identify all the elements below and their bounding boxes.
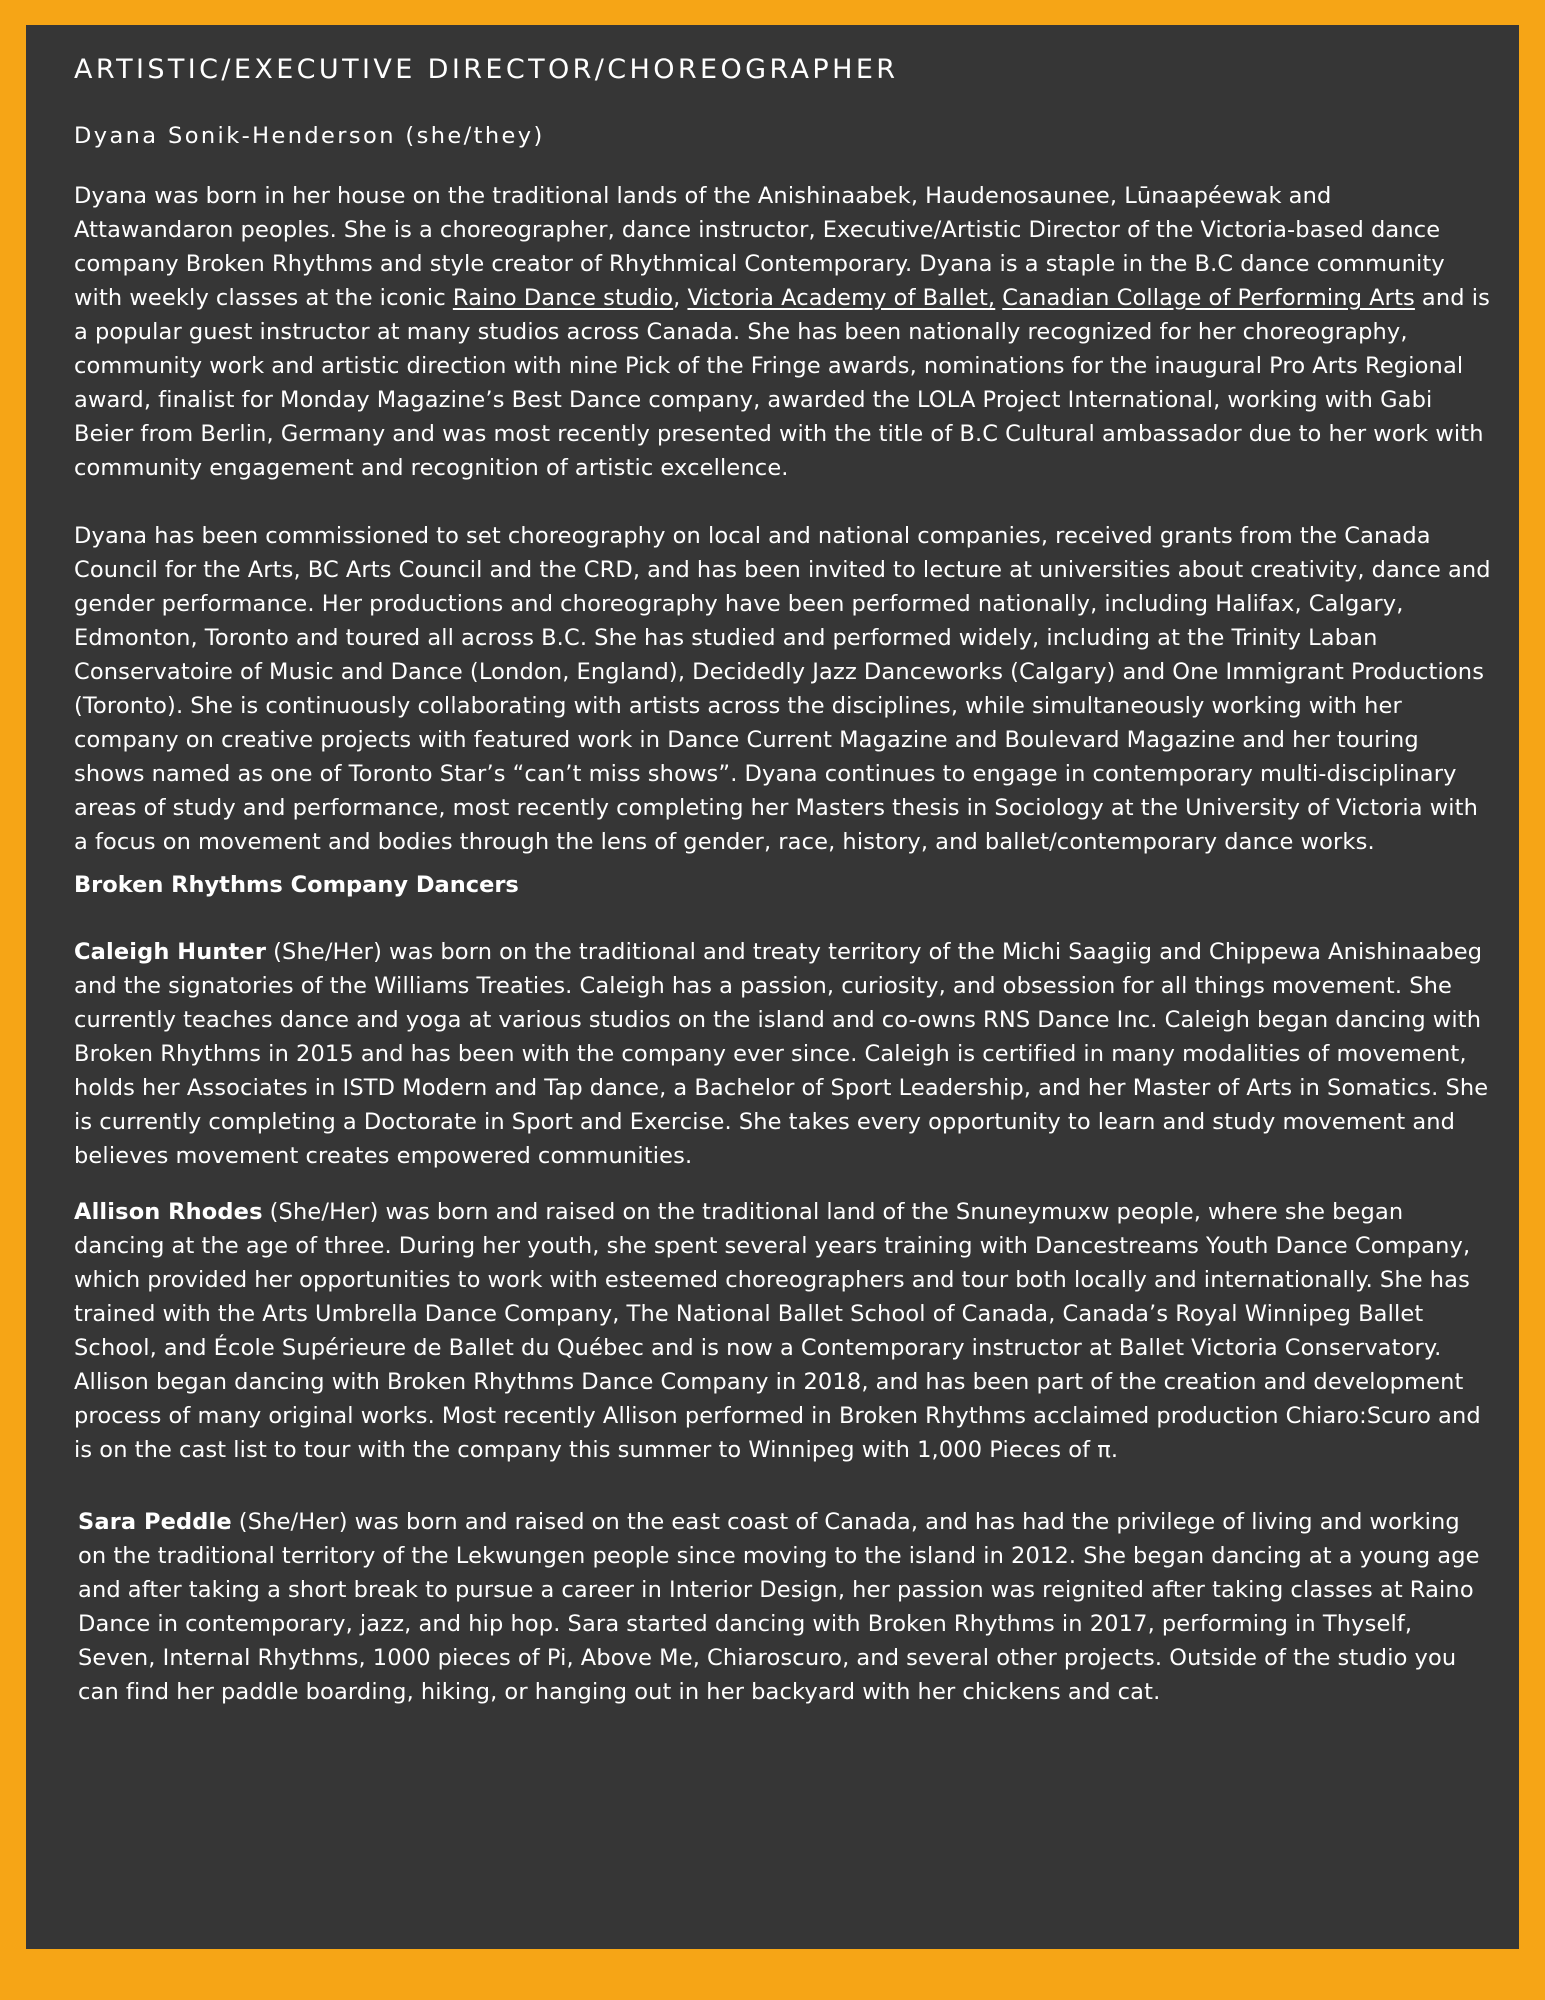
director-name: Dyana Sonik-Henderson (she/they) (74, 123, 545, 150)
link-separator: , (673, 285, 688, 312)
dancer-bio-allison (74, 1195, 1495, 1467)
dancer-bio-text: (She/Her) was born and raised on the east coast of Canada, and has had the privilege of living and working on the traditional territory of the Lekwungen people since moving to the island in 2012. She began dancing at a young age and after taking a short break to pursue a career in Interior Design, her passion was reignited after taking classes at Raino Dance in contemporary, jazz, and hip hop. Sara started dancing with Broken Rhythms in 2017, performing in Thyself, Seven, Internal Rhythms, 1000 pieces of Pi, Above Me, Chiaroscuro, and several other projects. Outside of the studio you can find her paddle boarding, hiking, or hanging out in her backyard with her chickens and cat. (78, 1509, 1480, 1706)
dancer-name: Sara Peddle (78, 1509, 232, 1536)
director-bio-paragraph-1 (74, 179, 1495, 485)
raino-dance-studio-link[interactable]: Raino Dance studio (452, 285, 674, 312)
director-bio-paragraph-2: Dyana has been commissioned to set choreography on local and national companies, received grants from the Canada Council for the Arts, BC Arts Council and the CRD, and has been invited to lecture at universities about creativity, dance and gender performance. Her productions and choreography have been performed nationally, including Halifax, Calgary, Edmonton, Toronto and toured all across B.C. She has studied and performed widely, including at the Trinity Laban Conservatoire of Music and Dance (London, England), Decidedly Jazz Danceworks (Calgary) and One Immigrant Productions (Toronto). She is continuously collaborating with artists across the disciplines, while simultaneously working with her company on creative projects with featured work in Dance Current Magazine and Boulevard Magazine and her touring shows named as one of Toronto Star’s “can’t miss shows”. Dyana continues to engage in contemporary multi-disciplinary areas of study and performance, most recently completing her Masters thesis in Sociology at the University of Victoria with a focus on movement and bodies through the lens of gender, race, history, and ballet/contemporary dance works. (74, 523, 1491, 856)
content-panel (26, 25, 1519, 1949)
victoria-academy-of-ballet-link[interactable]: Victoria Academy of Ballet, (687, 285, 996, 312)
canadian-collage-of-performing-arts-link[interactable]: Canadian Collage of Performing Arts (1002, 285, 1415, 312)
dancer-bio-text: (She/Her) was born on the traditional and treaty territory of the Michi Saagiig and Chippewa Anishinaabeg and the signatories of the Williams Treaties. Caleigh has a passion, curiosity, and obsession for all things movement. She currently teaches dance and yoga at various studios on the island and co-owns RNS Dance Inc. Caleigh began dancing with Broken Rhythms in 2015 and has been with the company ever since. Caleigh is certified in many modalities of movement, holds her Associates in ISTD Modern and Tap dance, a Bachelor of Sport Leadership, and her Master of Arts in Somatics. She is currently completing a Doctorate in Sport and Exercise. She takes every opportunity to learn and study movement and believes movement creates empowered communities. (74, 939, 1489, 1170)
bio-text: and is a popular guest instructor at many studios across Canada. She has been nationally recognized for her choreography, community work and artistic direction with nine Pick of the Fringe awards, nominations for the inaugural Pro Arts Regional award, finalist for Monday Magazine’s Best Dance company, awarded the LOLA Project International, working with Gabi Beier from Berlin, Germany and was most recently presented with the title of B.C Cultural ambassador due to her work with community engagement and recognition of artistic excellence. (74, 285, 1490, 482)
dancer-bio-caleigh (74, 935, 1495, 1173)
dancer-name: Allison Rhodes (74, 1199, 263, 1226)
dancer-bio-sara (78, 1505, 1495, 1709)
dancer-name: Caleigh Hunter (74, 939, 267, 966)
page-heading: ARTISTIC/EXECUTIVE DIRECTOR/CHOREOGRAPHER (74, 54, 899, 85)
dancer-bio-text: (She/Her) was born and raised on the traditional land of the Snuneymuxw people, where she began dancing at the age of three. During her youth, she spent several years training with Dancestreams Youth Dance Company, which provided her opportunities to work with esteemed choreographers and tour both locally and internationally. She has trained with the Arts Umbrella Dance Company, The National Ballet School of Canada, Canada’s Royal Winnipeg Ballet School, and École Supérieure de Ballet du Québec and is now a Contemporary instructor at Ballet Victoria Conservatory. Allison began dancing with Broken Rhythms Dance Company in 2018, and has been part of the creation and development process of many original works. Most recently Allison performed in Broken Rhythms acclaimed production Chiaro:Scuro and is on the cast list to tour with the company this summer to Winnipeg with 1,000 Pieces of π. (74, 1199, 1481, 1464)
dancers-section-title: Broken Rhythms Company Dancers (74, 872, 519, 899)
bio-text: Dyana was born in her house on the traditional lands of the Anishinaabek, Haudenosaunee, Lūnaapéewak and Attawandaron peoples. She is a choreographer, dance instructor, Executive/Artistic Director of the Victoria-based dance company Broken Rhythms and style creator of Rhythmical Contemporary. Dyana is a staple in the B.C dance community with weekly classes at the iconic (74, 183, 1445, 312)
